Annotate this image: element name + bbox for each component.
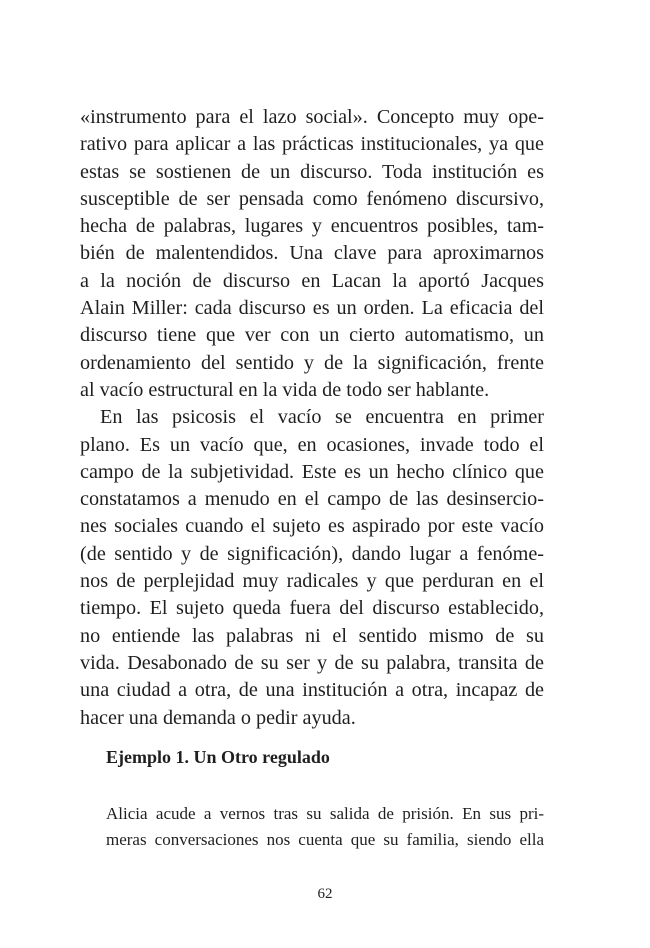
text-line: Alicia acude a vernos tras su salida de prisión. En sus pri-	[106, 804, 544, 823]
text-line: vida. Desabonado de su ser y de su palabra, transita de	[80, 651, 544, 674]
text-line: nos de perplejidad muy radicales y que perduran en el	[80, 570, 544, 593]
text-line: a la noción de discurso en Lacan la aportó Jacques	[80, 269, 544, 292]
text-line: discurso tiene que ver con un cierto automatismo, un	[80, 324, 544, 347]
text-line: (de sentido y de significación), dando lugar a fenóme-	[80, 542, 544, 565]
text-line: una ciudad a otra, de una institución a otra, incapaz de	[80, 679, 544, 702]
text-line: Alain Miller: cada discurso es un orden. La eficacia del	[80, 297, 544, 320]
text-line: En las psicosis el vacío se encuentra en primer	[100, 406, 544, 429]
example-text	[106, 801, 544, 853]
page-number: 62	[317, 886, 333, 902]
text-line: estas se sostienen de un discurso. Toda institución es	[80, 160, 544, 183]
text-line: constatamos a menudo en el campo de las desinsercio-	[80, 488, 544, 511]
text-line: plano. Es un vacío que, en ocasiones, invade todo el	[80, 433, 544, 456]
text-line: ordenamiento del sentido y de la significación, frente	[80, 351, 544, 374]
text-line: campo de la subjetividad. Este es un hecho clínico que	[80, 460, 544, 483]
main-text	[80, 104, 544, 732]
text-line: no entiende las palabras ni el sentido mismo de su	[80, 624, 544, 647]
text-line: «instrumento para el lazo social». Concepto muy ope-	[80, 106, 544, 128]
text-line: tiempo. El sujeto queda fuera del discurso establecido,	[80, 597, 544, 620]
text-line: hecha de palabras, lugares y encuentros posibles, tam-	[80, 215, 544, 238]
text-line: al vacío estructural en la vida de todo ser hablante.	[80, 378, 490, 401]
text-line: meras conversaciones nos cuenta que su familia, siendo ella	[106, 830, 544, 849]
text-line: hacer una demanda o pedir ayuda.	[80, 706, 356, 729]
text-line: bién de malentendidos. Una clave para aproximarnos	[80, 242, 544, 265]
text-line: rativo para aplicar a las prácticas institucionales, ya que	[80, 133, 544, 156]
text-line: nes sociales cuando el sujeto es aspirado por este vacío	[80, 515, 544, 538]
section-heading: Ejemplo 1. Un Otro regulado	[106, 747, 330, 767]
text-line: susceptible de ser pensada como fenómeno discursivo,	[80, 187, 544, 210]
